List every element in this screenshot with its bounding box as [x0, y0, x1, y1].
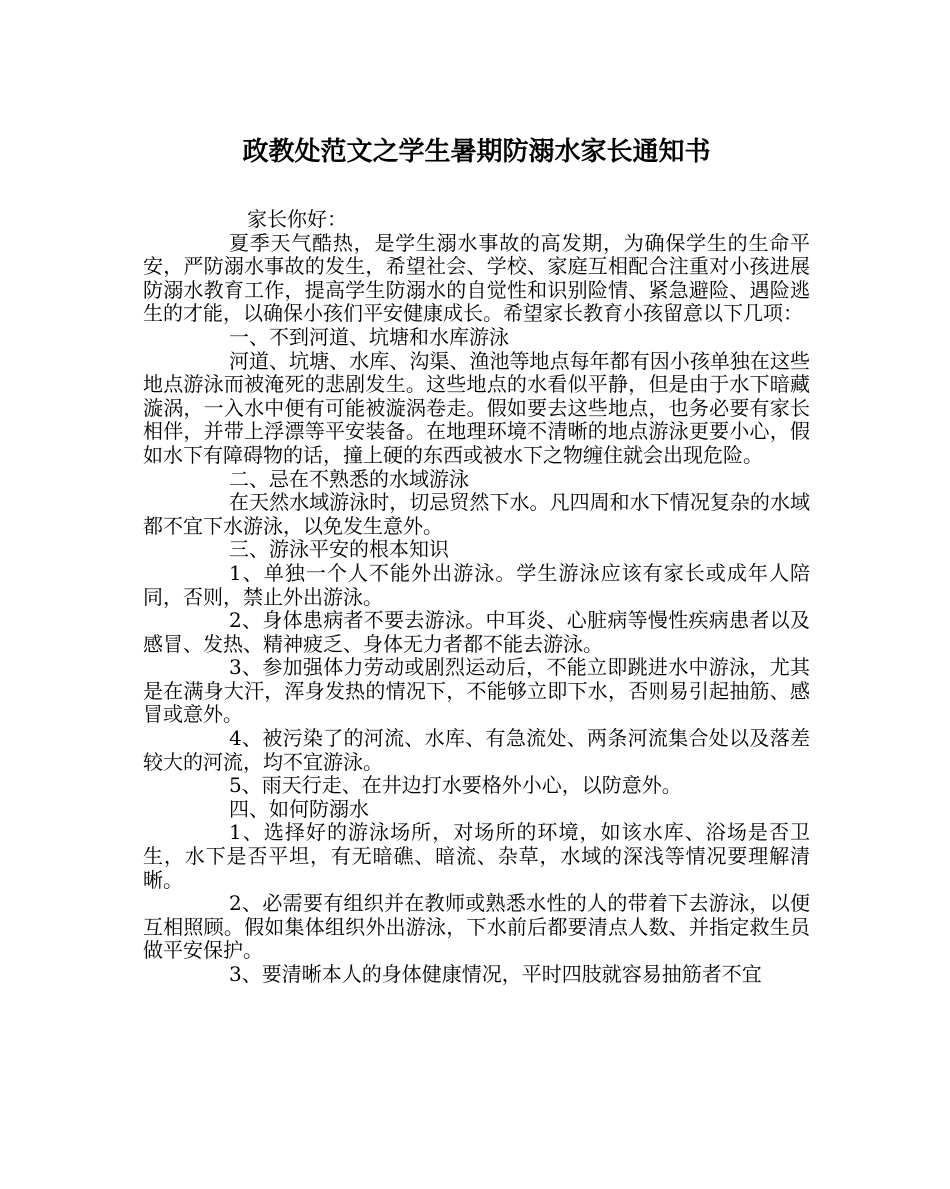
list-item: 4、被污染了的河流、水库、有急流处、两条河流集合处以及落差较大的河流，均不宜游泳。 — [143, 726, 810, 774]
list-item: 2、身体患病者不要去游泳。中耳炎、心脏病等慢性疾病患者以及感冒、发热、精神疲乏、身体无力者都不能去游泳。 — [143, 608, 810, 656]
paragraph: 在天然水域游泳时，切忌贸然下水。凡四周和水下情况复杂的水域都不宜下水游泳，以免发生意外。 — [143, 490, 810, 538]
document-page — [143, 130, 810, 987]
section-heading-4: 四、如何防溺水 — [229, 796, 369, 821]
section-heading-1: 一、不到河道、坑塘和水库游泳 — [229, 324, 509, 349]
section-heading-3: 三、游泳平安的根本知识 — [229, 537, 449, 562]
section-heading-2: 二、忌在不熟悉的水域游泳 — [229, 466, 469, 491]
greeting: 家长你好： — [247, 207, 347, 231]
list-item: 3、要清晰本人的身体健康情况，平时四肢就容易抽筋者不宜 — [229, 962, 762, 986]
list-item: 1、单独一个人不能外出游泳。学生游泳应该有家长或成年人陪同，否则，禁止外出游泳。 — [143, 560, 810, 609]
paragraph: 河道、坑塘、水库、沟渠、渔池等地点每年都有因小孩单独在这些地点游泳而被淹死的悲剧发生。这些地点的水看似平静，但是由于水下暗藏漩涡，一入水中便有可能被漩涡卷走。假如要去这些地点，也务必要有家长相伴，并带上浮漂等平安装备。在地理环境不清晰的地点游泳更要小心，假如水下有障碍物的话，撞上硬的东西或被水下之物缠住就会出现危险。 — [143, 348, 810, 467]
list-item: 3、参加强体力劳动或剧烈运动后，不能立即跳进水中游泳，尤其是在满身大汗，浑身发热的情况下，不能够立即下水，否则易引起抽筋、感冒或意外。 — [143, 655, 810, 727]
paragraph-intro: 夏季天气酷热，是学生溺水事故的高发期，为确保学生的生命平安，严防溺水事故的发生，希望社会、学校、家庭互相配合注重对小孩进展防溺水教育工作，提高学生防溺水的自觉性和识别险情、紧急避险、遇险逃生的才能，以确保小孩们平安健康成长。希望家长教育小孩留意以下几项： — [143, 230, 810, 326]
list-item: 2、必需要有组织并在教师或熟悉水性的人的带着下去游泳，以便互相照顾。假如集体组织外出游泳，下水前后都要清点人数、并指定救生员做平安保护。 — [143, 891, 810, 963]
document-body — [143, 208, 810, 987]
list-item: 5、雨天行走、在井边打水要格外小心，以防意外。 — [229, 773, 682, 798]
document-title: 政教处范文之学生暑期防溺水家长通知书 — [242, 137, 711, 167]
list-item: 1、选择好的游泳场所，对场所的环境，如该水库、浴场是否卫生，水下是否平坦，有无暗礁、暗流、杂草，水域的深浅等情况要理解清晰。 — [143, 820, 810, 892]
